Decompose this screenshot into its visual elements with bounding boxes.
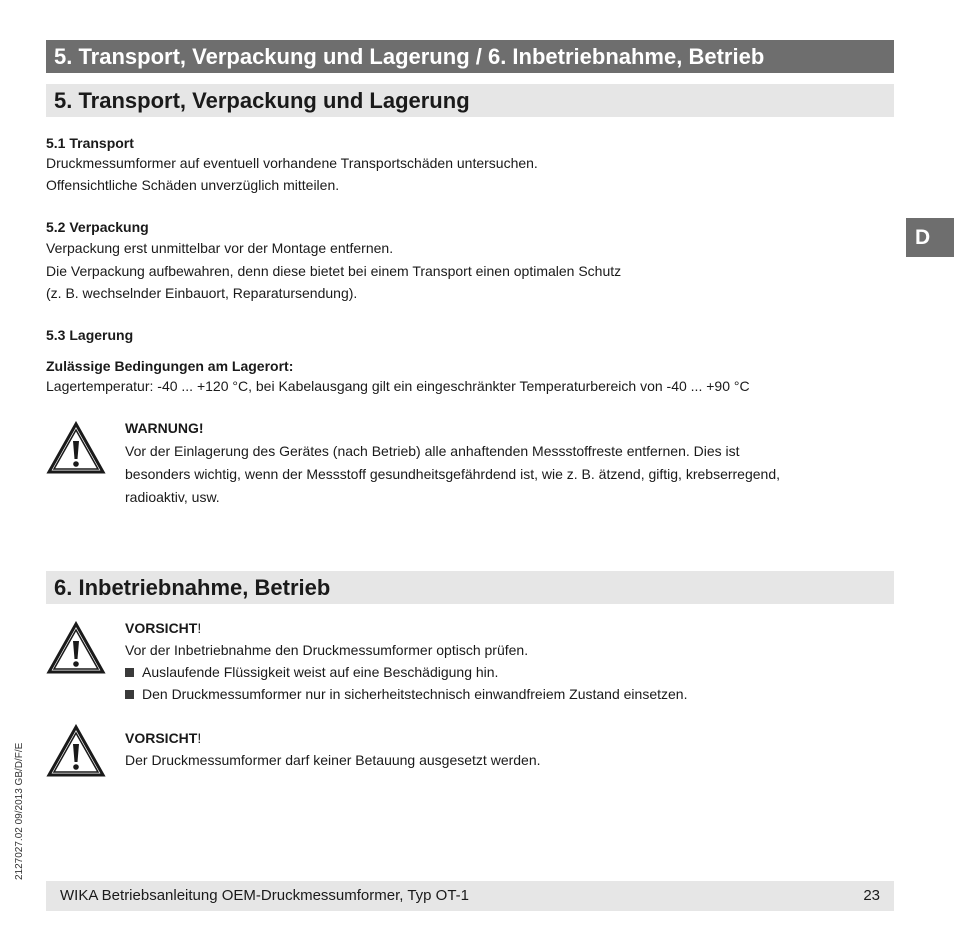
warning-line-3: radioaktiv, usw.	[125, 489, 220, 505]
section-5-1-line-2: Offensichtliche Schäden unverzüglich mitteilen.	[46, 177, 340, 193]
caution-1-mark: !	[197, 620, 202, 636]
bullet-square-icon	[125, 668, 134, 677]
section-6-title: 6. Inbetriebnahme, Betrieb	[46, 571, 894, 604]
section-5-title: 5. Transport, Verpackung und Lagerung	[46, 84, 894, 117]
caution-1-title-line	[125, 617, 201, 639]
document-code: 2127027.02 09/2013 GB/D/F/E	[14, 742, 25, 880]
caution-1-bullet-1-text: Auslaufende Flüssigkeit weist auf eine Beschädigung hin.	[142, 664, 499, 680]
caution-1-line: Vor der Inbetriebnahme den Druckmessumformer optisch prüfen.	[125, 642, 529, 658]
storage-conditions-heading: Zulässige Bedingungen am Lagerort:	[46, 358, 294, 374]
caution-2-title-line	[125, 727, 201, 749]
bullet-square-icon	[125, 690, 134, 699]
section-5-1-heading: 5.1 Transport	[46, 135, 134, 151]
storage-temperature-line: Lagertemperatur: -40 ... +120 °C, bei Kabelausgang gilt ein eingeschränkter Temperaturbereich von -40 ... +90 °C	[46, 378, 750, 394]
caution-1-bullet-2	[125, 683, 687, 705]
caution-1-bullet-2-text: Den Druckmessumformer nur in sicherheitstechnisch einwandfreiem Zustand einsetzen.	[142, 686, 688, 702]
page-header: 5. Transport, Verpackung und Lagerung / 6. Inbetriebnahme, Betrieb	[46, 40, 894, 73]
caution-triangle-icon	[46, 621, 106, 675]
section-5-2-line-1: Verpackung erst unmittelbar vor der Montage entfernen.	[46, 240, 394, 256]
caution-1-bullet-1	[125, 661, 498, 683]
section-5-2-line-2: Die Verpackung aufbewahren, denn diese bietet bei einem Transport einen optimalen Schutz	[46, 263, 622, 279]
caution-2-line: Der Druckmessumformer darf keiner Betauung ausgesetzt werden.	[125, 752, 541, 768]
warning-title: WARNUNG!	[125, 420, 204, 436]
language-tab: D	[906, 218, 954, 257]
caution-2-mark: !	[197, 730, 202, 746]
section-5-2-line-3: (z. B. wechselnder Einbauort, Reparatursendung).	[46, 285, 358, 301]
warning-triangle-icon	[46, 421, 106, 475]
warning-line-2: besonders wichtig, wenn der Messstoff gesundheitsgefährdend ist, wie z. B. ätzend, giftig, krebserregend,	[125, 466, 780, 482]
caution-triangle-icon	[46, 724, 106, 778]
caution-1-title: VORSICHT	[125, 620, 198, 636]
section-5-1-line-1: Druckmessumformer auf eventuell vorhandene Transportschäden untersuchen.	[46, 155, 538, 171]
section-5-2-heading: 5.2 Verpackung	[46, 219, 149, 235]
warning-line-1: Vor der Einlagerung des Gerätes (nach Betrieb) alle anhaftenden Messstoffreste entfernen. Dies ist	[125, 443, 740, 459]
caution-2-title: VORSICHT	[125, 730, 198, 746]
page-footer	[46, 881, 894, 911]
section-5-3-heading: 5.3 Lagerung	[46, 327, 134, 343]
page-number: 23	[863, 887, 880, 904]
footer-text: WIKA Betriebsanleitung OEM-Druckmessumformer, Typ OT-1	[60, 887, 470, 904]
